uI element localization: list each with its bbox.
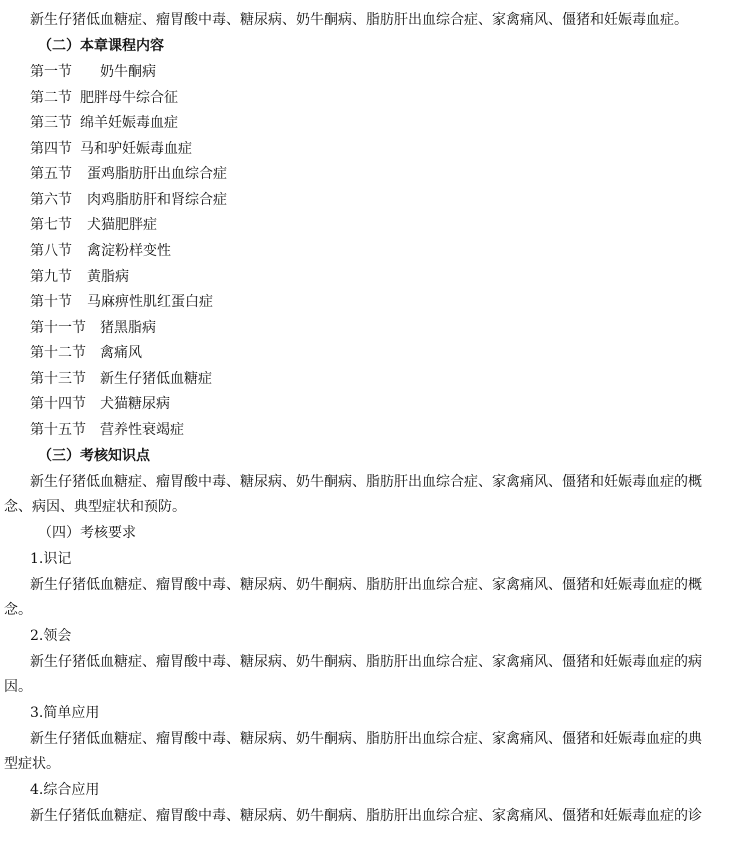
requirement-label: 4.综合应用	[30, 782, 100, 798]
section-item	[30, 268, 129, 286]
knowledge-paragraph-line: 新生仔猪低血糖症、瘤胃酸中毒、糖尿病、奶牛酮病、脂肪肝出血综合症、家禽痛风、僵猪和妊娠毒血症的概	[30, 474, 702, 490]
section-number: 第十二节	[30, 345, 86, 361]
section-item	[30, 293, 213, 311]
section-number: 第九节	[30, 269, 72, 285]
section-number: 第五节	[30, 166, 72, 182]
section-title: 新生仔猪低血糖症	[100, 371, 212, 387]
section-item	[30, 216, 157, 234]
section-item	[30, 114, 178, 132]
requirement-paragraph-line: 型症状。	[4, 756, 60, 772]
course-content-heading: （二）本章课程内容	[38, 38, 164, 54]
intro-paragraph-tail: 新生仔猪低血糖症、瘤胃酸中毒、糖尿病、奶牛酮病、脂肪肝出血综合症、家禽痛风、僵猪和妊娠毒血症。	[30, 12, 688, 28]
section-number: 第七节	[30, 217, 72, 233]
section-item	[30, 63, 156, 81]
section-title: 猪黑脂病	[100, 320, 156, 336]
requirement-paragraph-line: 新生仔猪低血糖症、瘤胃酸中毒、糖尿病、奶牛酮病、脂肪肝出血综合症、家禽痛风、僵猪和妊娠毒血症的概	[30, 577, 702, 593]
section-number: 第三节	[30, 115, 72, 131]
requirement-paragraph-line: 因。	[4, 679, 32, 695]
section-number: 第十三节	[30, 371, 86, 387]
section-item	[30, 165, 227, 183]
section-title: 营养性衰竭症	[100, 422, 184, 438]
section-number: 第四节	[30, 141, 72, 157]
requirement-label: 2.领会	[30, 628, 72, 644]
section-item	[30, 395, 170, 413]
section-item	[30, 242, 171, 260]
section-number: 第十五节	[30, 422, 86, 438]
section-title: 禽淀粉样变性	[87, 243, 171, 259]
section-number: 第十节	[30, 294, 72, 310]
section-number: 第二节	[30, 90, 72, 106]
section-number: 第十一节	[30, 320, 86, 336]
section-title: 黄脂病	[87, 269, 129, 285]
section-item	[30, 89, 178, 107]
section-item	[30, 344, 142, 362]
knowledge-paragraph-line: 念、病因、典型症状和预防。	[4, 499, 186, 515]
requirements-heading: （四）考核要求	[38, 525, 136, 541]
section-title: 奶牛酮病	[100, 64, 156, 80]
requirement-label: 3.简单应用	[30, 705, 100, 721]
section-title: 马麻痹性肌红蛋白症	[87, 294, 213, 310]
requirement-paragraph-line: 新生仔猪低血糖症、瘤胃酸中毒、糖尿病、奶牛酮病、脂肪肝出血综合症、家禽痛风、僵猪和妊娠毒血症的病	[30, 654, 702, 670]
section-title: 绵羊妊娠毒血症	[80, 115, 178, 131]
requirement-paragraph-line: 新生仔猪低血糖症、瘤胃酸中毒、糖尿病、奶牛酮病、脂肪肝出血综合症、家禽痛风、僵猪和妊娠毒血症的诊	[30, 808, 702, 824]
section-title: 犬猫肥胖症	[87, 217, 157, 233]
requirement-paragraph-line: 念。	[4, 602, 32, 618]
section-title: 肉鸡脂肪肝和肾综合症	[87, 192, 227, 208]
section-number: 第一节	[30, 64, 72, 80]
section-item	[30, 319, 156, 337]
section-number: 第六节	[30, 192, 72, 208]
section-title: 马和驴妊娠毒血症	[80, 141, 192, 157]
requirement-label: 1.识记	[30, 551, 72, 567]
section-item	[30, 370, 212, 388]
section-title: 肥胖母牛综合征	[80, 90, 178, 106]
requirement-paragraph-line: 新生仔猪低血糖症、瘤胃酸中毒、糖尿病、奶牛酮病、脂肪肝出血综合症、家禽痛风、僵猪和妊娠毒血症的典	[30, 731, 702, 747]
section-item	[30, 421, 184, 439]
section-item	[30, 191, 227, 209]
section-title: 犬猫糖尿病	[100, 396, 170, 412]
knowledge-points-heading: （三）考核知识点	[38, 448, 150, 464]
section-title: 禽痛风	[100, 345, 142, 361]
section-title: 蛋鸡脂肪肝出血综合症	[87, 166, 227, 182]
section-item	[30, 140, 192, 158]
section-number: 第十四节	[30, 396, 86, 412]
section-number: 第八节	[30, 243, 72, 259]
